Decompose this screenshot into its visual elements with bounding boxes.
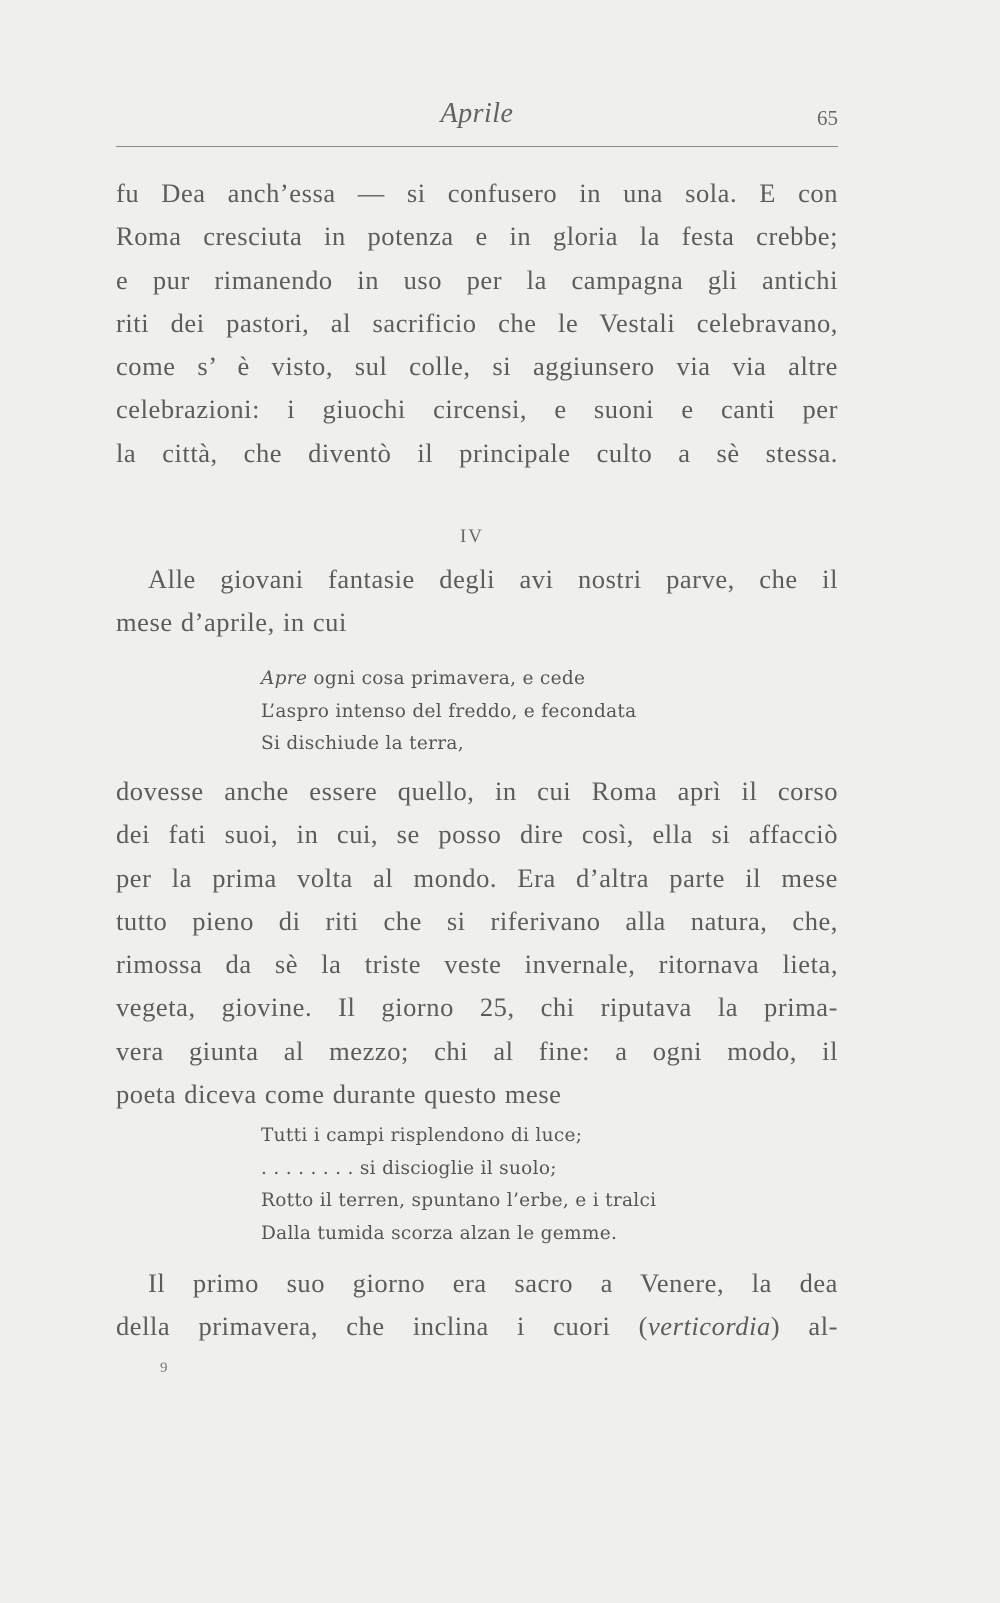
signature-mark: 9 <box>160 1360 168 1376</box>
verse-line: Si dischiude la terra, <box>261 733 464 754</box>
paragraph-2 <box>116 558 838 645</box>
page-number: 65 <box>817 106 838 130</box>
text-line: dovesse anche essere quello, in cui Roma aprì il corso <box>116 776 838 806</box>
verse-line-rest: ogni cosa primavera, e cede <box>307 668 586 689</box>
paragraph-1 <box>116 172 838 475</box>
text-line: Il primo suo giorno era sacro a Venere, la dea <box>148 1268 838 1298</box>
header-rule <box>116 146 838 147</box>
paragraph-3 <box>116 770 838 1116</box>
text-fragment: ) al- <box>770 1311 838 1342</box>
verse-italic-word: Apre <box>261 668 308 689</box>
text-line: la città, che diventò il principale culto a sè stessa. <box>116 437 838 468</box>
verse-line: Rotto il terren, spuntano l’erbe, e i tralci <box>261 1190 657 1211</box>
text-line: tutto pieno di riti che si riferivano alla natura, che, <box>116 905 838 936</box>
text-line: mese d’aprile, in cui <box>116 607 347 638</box>
italic-term: verticordia <box>647 1311 771 1342</box>
verse-line <box>261 663 637 696</box>
text-line <box>116 1305 838 1348</box>
text-line: per la prima volta al mondo. Era d’altra parte il mese <box>116 862 838 893</box>
page-header <box>116 98 838 138</box>
text-line: vera giunta al mezzo; chi al fine: a ogni modo, il <box>116 1035 838 1066</box>
verse-quotation-2 <box>261 1120 656 1250</box>
text-line: riti dei pastori, al sacrificio che le Vestali celebravano, <box>116 307 838 338</box>
verse-line: . . . . . . . . si discioglie il suolo; <box>261 1157 557 1179</box>
text-fragment: della primavera, che inclina i cuori ( <box>116 1311 648 1342</box>
text-line: rimossa da sè la triste veste invernale, ritornava lieta, <box>116 949 838 980</box>
verse-line: L’aspro intenso del freddo, e fecondata <box>261 700 637 722</box>
text-line: dei fati suoi, in cui, se posso dire così, ella si affacciò <box>116 819 838 850</box>
verse-line: Tutti i campi risplendono di luce; <box>261 1125 583 1146</box>
text-line: come s’ è visto, sul colle, si aggiunsero via via altre <box>116 351 838 382</box>
text-line: Roma cresciuta in potenza e in gloria la festa crebbe; <box>116 221 838 252</box>
paragraph-4 <box>116 1262 838 1349</box>
verse-line: Dalla tumida scorza alzan le gemme. <box>261 1222 618 1244</box>
verse-quotation-1 <box>261 663 637 761</box>
text-line: e pur rimanendo in uso per la campagna gli antichi <box>116 264 838 295</box>
text-line: poeta diceva come durante questo mese <box>116 1079 562 1110</box>
text-line: Alle giovani fantasie degli avi nostri parve, che il <box>148 564 838 594</box>
text-line: celebrazioni: i giuochi circensi, e suoni e canti per <box>116 394 838 425</box>
text-line: fu Dea anch’essa — si confusero in una sola. E con <box>116 178 838 208</box>
running-title: Aprile <box>440 98 514 129</box>
section-number: IV <box>459 526 485 547</box>
text-line: vegeta, giovine. Il giorno 25, chi riputava la prima- <box>116 992 838 1023</box>
